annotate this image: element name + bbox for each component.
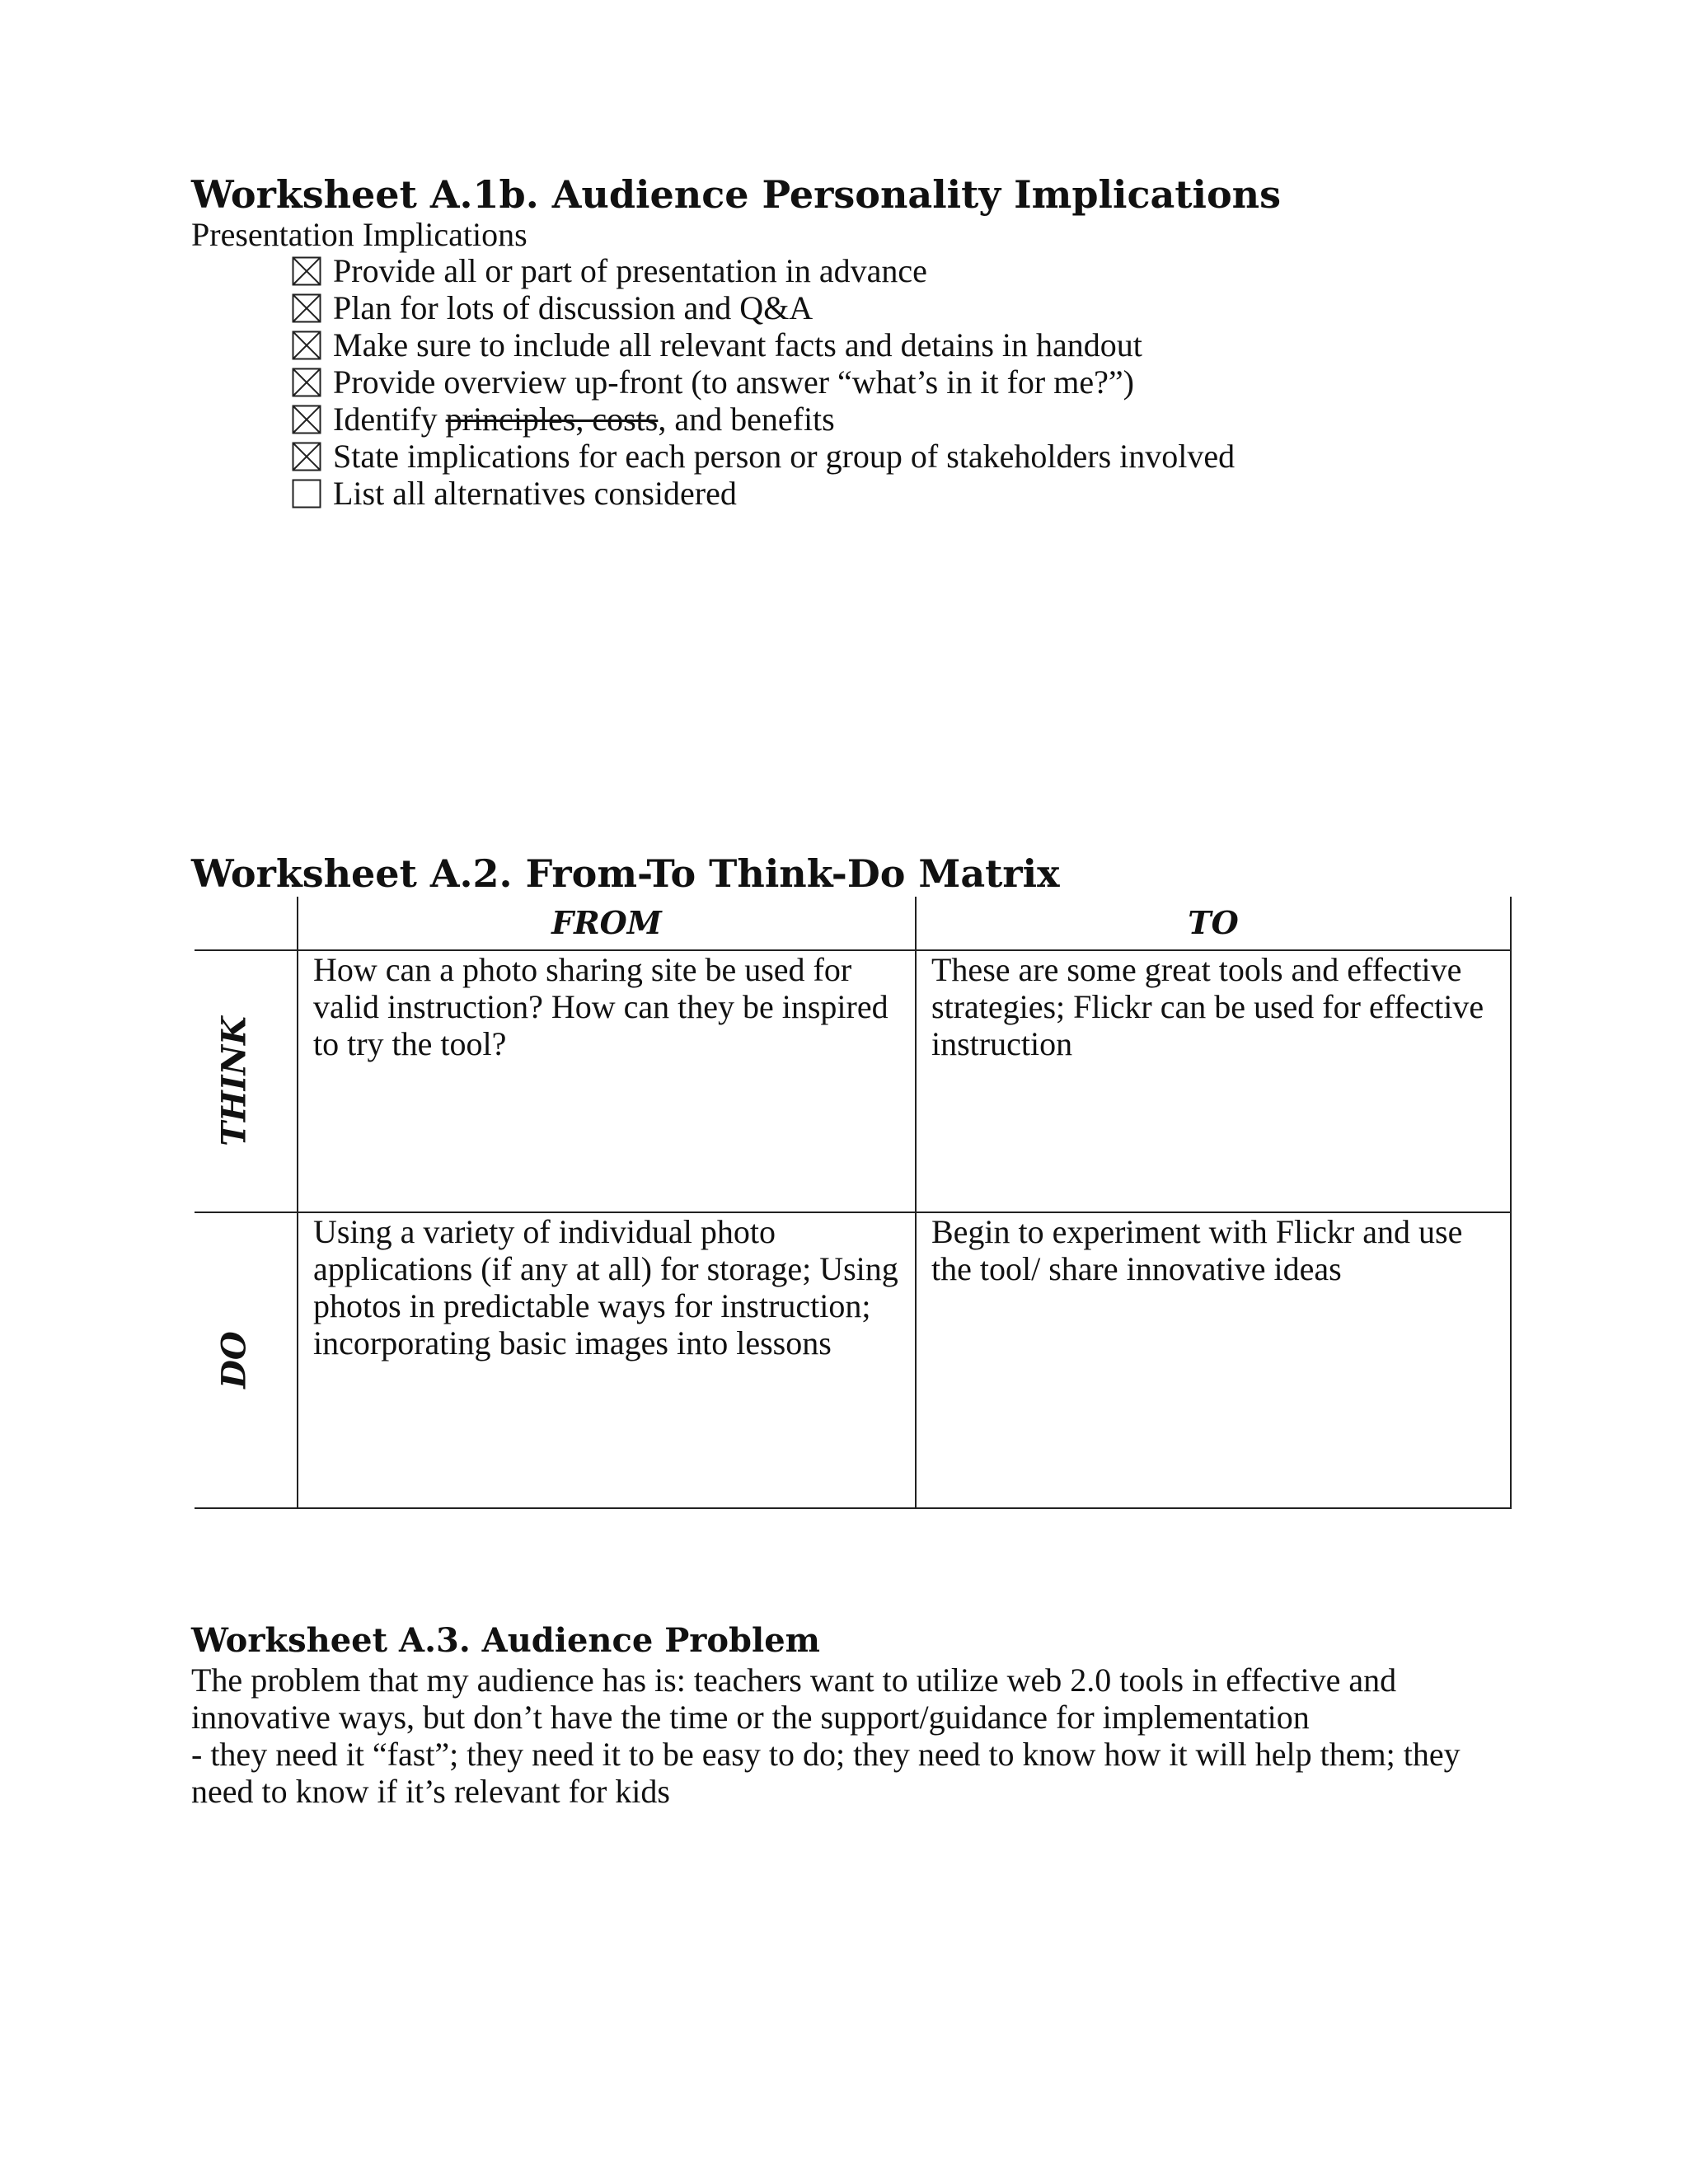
- checklist-item: [292, 401, 1235, 438]
- row-label-think: THINK: [214, 1016, 254, 1146]
- struck-text: principles, costs: [445, 401, 659, 438]
- checked-box-icon[interactable]: [292, 368, 321, 397]
- checked-box-icon[interactable]: [292, 256, 321, 286]
- unchecked-box-icon[interactable]: [292, 479, 321, 509]
- grid-line: [195, 1507, 1512, 1509]
- checklist-item-label: Make sure to include all relevant facts and detains in handout: [333, 326, 1142, 363]
- ws3-paragraph-1: The problem that my audience has is: teachers want to utilize web 2.0 tools in effective and innovative ways, but don’t have the time or the support/guidance for implementation: [191, 1661, 1397, 1736]
- cell-do-from: Using a variety of individual photo applications (if any at all) for storage; Using photos in predictable ways for instruction; incorporating basic images into lessons: [313, 1213, 898, 1361]
- cell-do-to: Begin to experiment with Flickr and use the tool/ share innovative ideas: [931, 1213, 1463, 1287]
- checklist-item-label: [333, 400, 835, 438]
- label-text-after: , and benefits: [658, 401, 835, 438]
- checklist-item-label: List all alternatives considered: [333, 475, 737, 512]
- ws3-paragraph-2: - they need it “fast”; they need it to be easy to do; they need to know how it will help them; they need to know if it’s relevant for kids: [191, 1736, 1461, 1810]
- checklist-item-label: Provide overview up-front (to answer “what’s in it for me?”): [333, 363, 1134, 401]
- grid-line: [915, 897, 917, 1509]
- checklist-item: [292, 326, 1235, 363]
- checked-box-icon[interactable]: [292, 405, 321, 434]
- ws3-title: Worksheet A.3. Audience Problem: [191, 1621, 820, 1660]
- row-label-do: DO: [214, 1331, 254, 1389]
- checked-box-icon[interactable]: [292, 330, 321, 360]
- checklist-item-label: State implications for each person or group of stakeholders involved: [333, 438, 1236, 475]
- checklist-item: [292, 289, 1235, 326]
- checked-box-icon[interactable]: [292, 442, 321, 471]
- cell-think-from: How can a photo sharing site be used for valid instruction? How can they be inspired to try the tool?: [313, 951, 889, 1062]
- checklist-item: [292, 475, 1235, 512]
- implications-checklist: [292, 252, 1235, 512]
- checklist-item-label: Provide all or part of presentation in advance: [333, 252, 927, 289]
- think-do-matrix: [195, 897, 1512, 1509]
- checklist-item-label: Plan for lots of discussion and Q&A: [333, 289, 814, 326]
- ws1-title: Worksheet A.1b. Audience Personality Implications: [191, 172, 1282, 217]
- grid-line: [297, 897, 298, 1509]
- label-text-before: Identify: [333, 401, 446, 438]
- checklist-item: [292, 363, 1235, 401]
- column-header-to: TO: [1188, 904, 1239, 941]
- checklist-item: [292, 252, 1235, 289]
- cell-think-to: These are some great tools and effective strategies; Flickr can be used for effective instruction: [931, 951, 1484, 1062]
- ws1-subtitle: Presentation Implications: [191, 216, 528, 253]
- checked-box-icon[interactable]: [292, 293, 321, 323]
- column-header-from: FROM: [551, 904, 662, 941]
- ws2-title: Worksheet A.2. From-To Think-Do Matrix: [191, 851, 1060, 896]
- grid-line: [1510, 897, 1512, 1509]
- checklist-item: [292, 438, 1235, 475]
